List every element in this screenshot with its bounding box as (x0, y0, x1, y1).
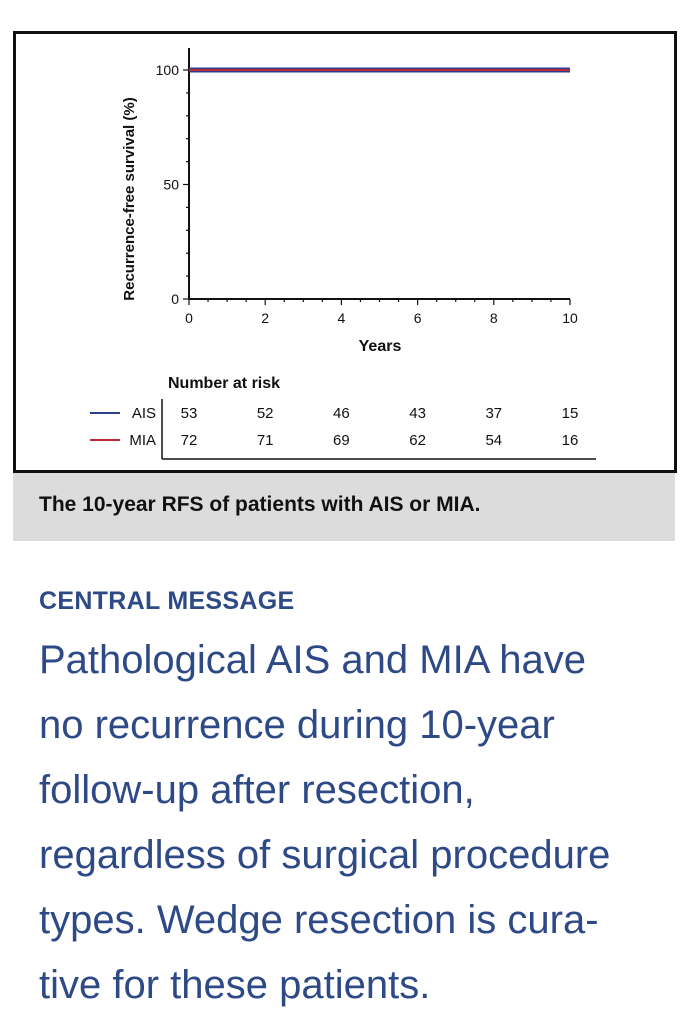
km-chart (16, 34, 674, 470)
risk-cell: 72 (180, 432, 198, 449)
risk-row-label: MIA (129, 432, 156, 449)
y-tick-label: 0 (171, 291, 179, 307)
central-message-line: Pathological AIS and MIA have (39, 638, 587, 682)
x-tick-label: 0 (185, 310, 193, 326)
central-message-line: no recurrence during 10-year (39, 703, 555, 747)
risk-table-title: Number at risk (168, 375, 281, 392)
risk-cell: 71 (256, 432, 274, 449)
risk-cell: 43 (409, 405, 426, 422)
central-message-line: regardless of surgical procedure (39, 833, 611, 877)
central-message-line: follow-up after resection, (39, 768, 475, 812)
y-tick-label: 100 (155, 62, 179, 78)
risk-cell: 53 (180, 405, 198, 422)
figure-frame (13, 31, 677, 473)
risk-cell: 46 (333, 405, 350, 422)
central-message-body (39, 628, 679, 1018)
y-axis-label: Recurrence-free survival (%) (121, 97, 138, 301)
x-tick-label: 10 (562, 310, 578, 326)
risk-cell: 52 (256, 405, 274, 422)
risk-cell: 16 (561, 432, 579, 449)
figure-caption-bar (13, 473, 675, 541)
central-message-heading: CENTRAL MESSAGE (39, 587, 295, 615)
x-tick-label: 6 (413, 310, 422, 326)
x-tick-label: 8 (489, 310, 498, 326)
risk-cell: 62 (409, 432, 426, 449)
figure-caption: The 10-year RFS of patients with AIS or MIA. (39, 493, 481, 516)
x-tick-label: 2 (261, 310, 270, 326)
central-message-line: tive for these patients. (39, 963, 431, 1007)
central-message-line: types. Wedge resection is cura- (39, 898, 599, 942)
x-axis-label: Years (358, 338, 402, 355)
risk-cell: 69 (333, 432, 350, 449)
risk-cell: 37 (485, 405, 503, 422)
x-tick-label: 4 (337, 310, 346, 326)
risk-row-label: AIS (131, 405, 156, 422)
risk-cell: 54 (485, 432, 503, 449)
risk-cell: 15 (561, 405, 579, 422)
y-tick-label: 50 (163, 176, 179, 193)
